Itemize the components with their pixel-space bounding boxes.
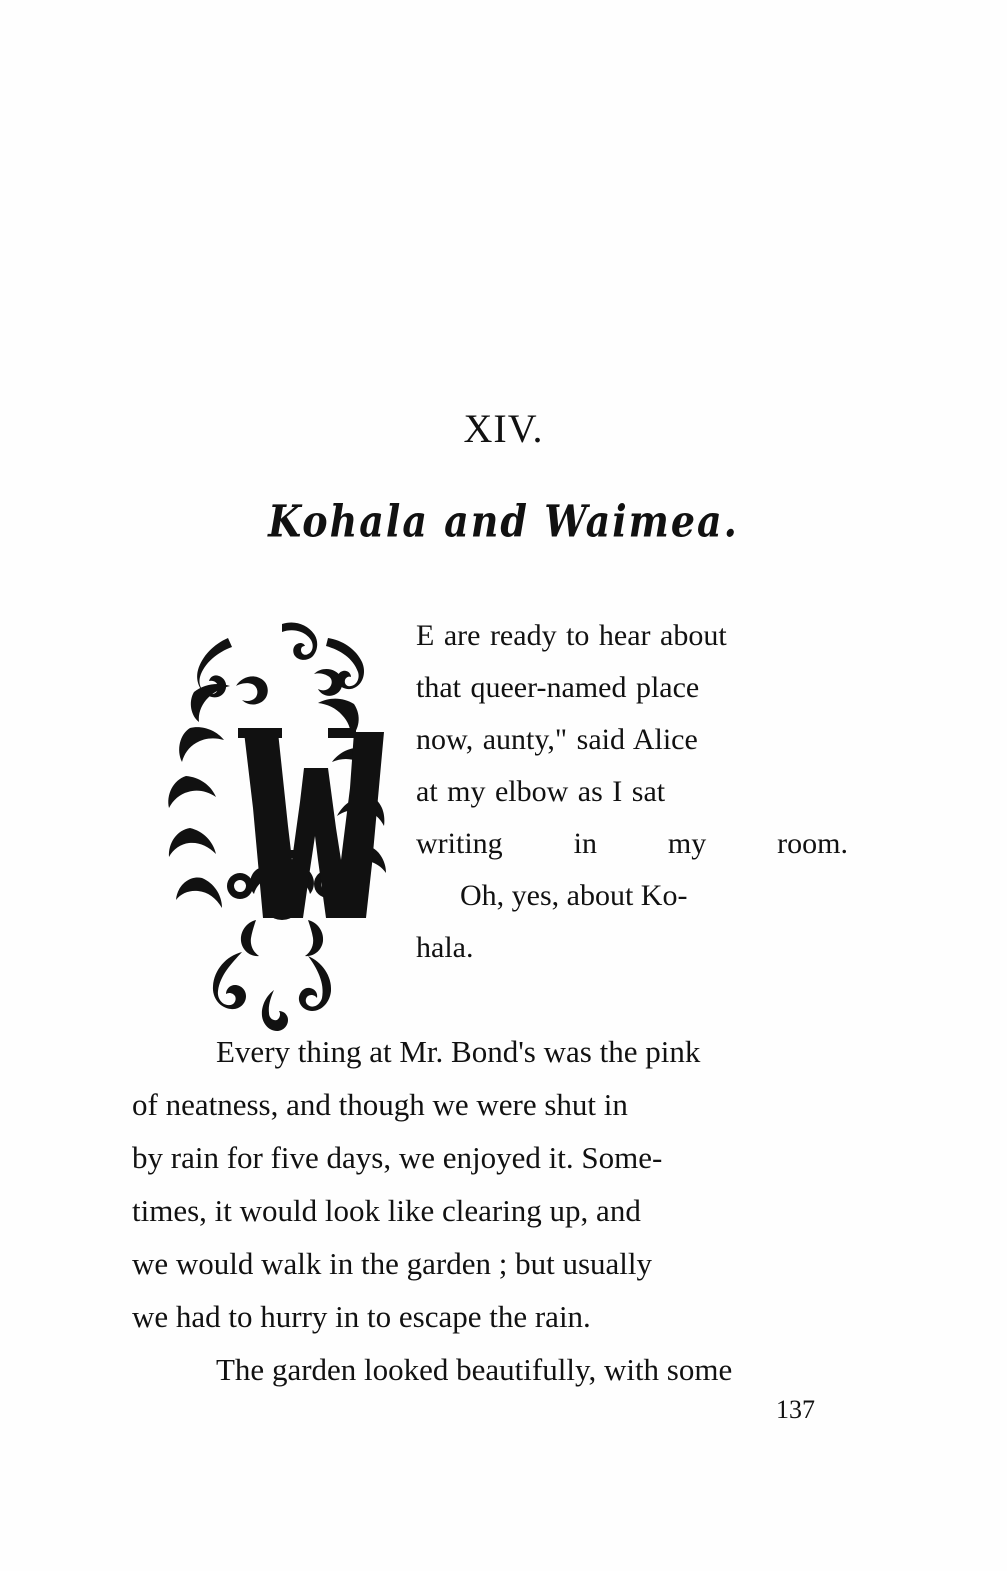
chapter-number: XIV. xyxy=(463,406,544,451)
text-line xyxy=(416,610,848,662)
line-text: Oh, yes, about Ko- xyxy=(460,879,688,912)
text-line xyxy=(132,1237,848,1290)
line-text: The garden looked beautifully, with some xyxy=(216,1352,733,1387)
line-text: at my elbow as I sat xyxy=(416,775,666,808)
text-line xyxy=(132,1131,848,1184)
text-line xyxy=(416,662,848,714)
text-line xyxy=(416,766,848,818)
line-text: times, it would look like clearing up, and xyxy=(132,1193,641,1228)
line-text: E are ready to hear about xyxy=(416,619,727,652)
line-text: writing in my room. xyxy=(416,827,848,860)
line-text: of neatness, and though we were shut in xyxy=(132,1087,628,1122)
page-number: 137 xyxy=(776,1395,815,1424)
opening-text-block xyxy=(132,600,848,1035)
text-line xyxy=(132,1078,848,1131)
line-text: hala. xyxy=(416,931,474,964)
text-line xyxy=(416,870,848,922)
paragraph xyxy=(132,1025,848,1343)
text-line xyxy=(416,714,848,766)
paragraph xyxy=(132,1343,848,1396)
line-text: Every thing at Mr. Bond's was the pink xyxy=(216,1034,701,1069)
line-text: we would walk in the garden ; but usually xyxy=(132,1246,653,1281)
drop-cap-illustration xyxy=(132,600,412,1035)
text-line xyxy=(132,1290,848,1343)
text-line xyxy=(174,1343,848,1396)
text-line xyxy=(174,1025,848,1078)
line-text: that queer-named place xyxy=(416,671,700,704)
line-text: we had to hurry in to escape the rain. xyxy=(132,1299,591,1334)
chapter-title: Kohala and Waimea. xyxy=(268,495,739,547)
text-line xyxy=(132,1184,848,1237)
line-text: now, aunty," said Alice xyxy=(416,723,698,756)
line-text: by rain for five days, we enjoyed it. Some- xyxy=(132,1140,663,1175)
ornamental-initial-w-icon xyxy=(132,600,412,1035)
body-paragraphs xyxy=(132,1025,848,1396)
